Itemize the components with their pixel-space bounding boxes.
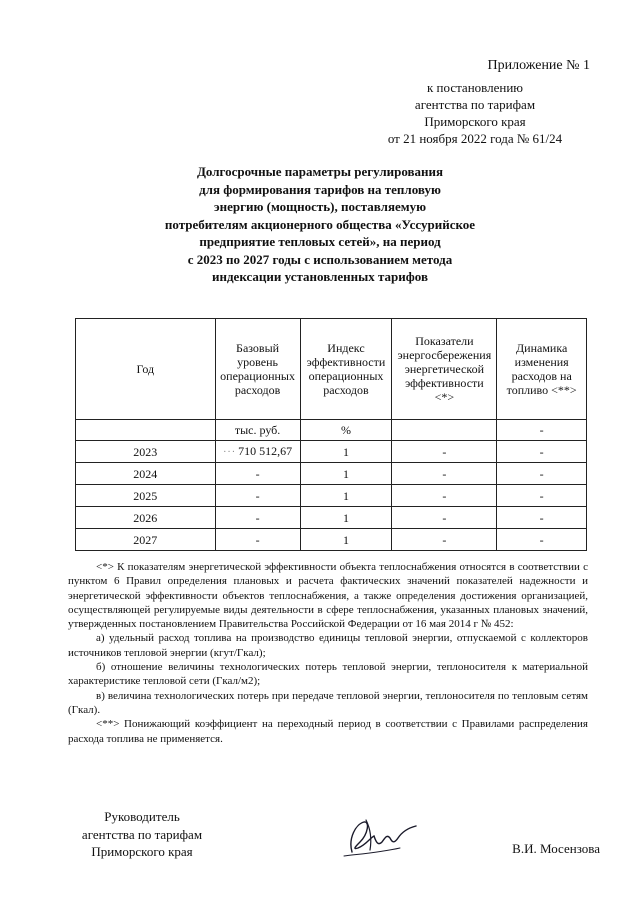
title-line: потребителям акционерного общества «Уссурийское bbox=[164, 216, 476, 232]
appendix-line: агентства по тарифам bbox=[414, 97, 536, 112]
cell-efficiency: - bbox=[392, 529, 497, 551]
cell-base: - bbox=[215, 463, 300, 485]
title-line: предприятие тепловых сетей», на период bbox=[199, 234, 441, 249]
header-base: Базовый уровень операционных расходов bbox=[215, 319, 300, 420]
table-row bbox=[76, 529, 587, 551]
header-fuel: Динамика изменения расходов на топливо <**> bbox=[497, 319, 587, 420]
cell-index: 1 bbox=[300, 463, 392, 485]
table-row bbox=[76, 485, 587, 507]
table-row bbox=[76, 507, 587, 529]
signatory-position bbox=[62, 808, 222, 861]
cell-efficiency: - bbox=[392, 485, 497, 507]
cell-efficiency: - bbox=[392, 463, 497, 485]
cell-efficiency: - bbox=[392, 441, 497, 463]
cell-index: 1 bbox=[300, 529, 392, 551]
table-row bbox=[76, 441, 587, 463]
table-row bbox=[76, 463, 587, 485]
footnote-item-c: в) величина технологических потерь при передаче тепловой энергии, теплоносителя по тепловым сетям (Гкал). bbox=[68, 689, 588, 716]
appendix-line: к постановлению bbox=[426, 80, 524, 95]
footnote-item-b: б) отношение величины технологических потерь тепловой энергии, теплоносителя к материальной характеристике тепловой сети (Гкал/м2); bbox=[68, 661, 588, 688]
appendix-line: Приморского края bbox=[424, 114, 526, 129]
document-title bbox=[120, 163, 520, 286]
cell-fuel: - bbox=[497, 441, 587, 463]
signatory-name: В.И. Мосензова bbox=[512, 841, 600, 856]
units-fuel: - bbox=[497, 420, 587, 441]
parameters-table bbox=[75, 318, 587, 551]
title-line: индексации установленных тарифов bbox=[212, 269, 428, 284]
header-year: Год bbox=[76, 319, 216, 420]
title-line: Долгосрочные параметры регулирования bbox=[196, 164, 444, 179]
footnote-item-a: а) удельный расход топлива на производство единицы тепловой энергии, отпускаемой с коллекторов источников тепловой энергии (кгут/Гкал); bbox=[68, 632, 588, 659]
cell-index: 1 bbox=[300, 507, 392, 529]
units-efficiency bbox=[392, 420, 497, 441]
cell-year: 2025 bbox=[76, 485, 216, 507]
cell-fuel: - bbox=[497, 529, 587, 551]
cell-index: 1 bbox=[300, 441, 392, 463]
footnotes bbox=[68, 560, 588, 746]
cell-year: 2026 bbox=[76, 507, 216, 529]
cell-year: 2024 bbox=[76, 463, 216, 485]
handwritten-signature bbox=[330, 808, 430, 868]
units-base: тыс. руб. bbox=[215, 420, 300, 441]
position-line: Приморского края bbox=[91, 844, 193, 859]
title-line: с 2023 по 2027 годы с использованием метода bbox=[187, 251, 453, 267]
cell-base: - bbox=[215, 485, 300, 507]
units-year bbox=[76, 420, 216, 441]
leader-dots: ··· bbox=[223, 446, 237, 458]
cell-year: 2027 bbox=[76, 529, 216, 551]
cell-year: 2023 bbox=[76, 441, 216, 463]
cell-base: - bbox=[215, 507, 300, 529]
position-line: Руководитель bbox=[104, 809, 180, 824]
footnote-fuel: <**> Понижающий коэффициент на переходный период в соответствии с Правилами распределения расхода топлива не применяется. bbox=[68, 718, 588, 745]
units-index: % bbox=[300, 420, 392, 441]
title-line: для формирования тарифов на тепловую bbox=[199, 181, 441, 197]
units-row bbox=[76, 420, 587, 441]
cell-fuel: - bbox=[497, 507, 587, 529]
table-header-row bbox=[76, 319, 587, 420]
cell-base-value: 710 512,67 bbox=[238, 443, 293, 458]
cell-base bbox=[215, 441, 300, 463]
cell-index: 1 bbox=[300, 485, 392, 507]
cell-fuel: - bbox=[497, 485, 587, 507]
appendix-title: Приложение № 1 bbox=[487, 58, 590, 73]
cell-base: - bbox=[215, 529, 300, 551]
cell-fuel: - bbox=[497, 463, 587, 485]
appendix-line: от 21 ноября 2022 года № 61/24 bbox=[387, 131, 563, 146]
position-line: агентства по тарифам bbox=[81, 826, 203, 842]
header-efficiency: Показатели энергосбережения энергетической эффективности <*> bbox=[392, 319, 497, 420]
cell-efficiency: - bbox=[392, 507, 497, 529]
footnote-efficiency: <*> К показателям энергетической эффективности объекта теплоснабжения относятся в соответствии с пунктом 6 Правил определения плановых и расчета фактических значений показателей надежности и энергетической эффективности объектов теплоснабжения, а также определения достижения организацией, осуществляющей регулируемые виды деятельности в сфере теплоснабжения, указанных плановых значений, утвержденных постановлением Правительства Российской Федерации от 16 мая 2014 г № 452: bbox=[68, 561, 588, 631]
title-line: энергию (мощность), поставляемую bbox=[213, 199, 427, 214]
header-index: Индекс эффективности операционных расходов bbox=[300, 319, 392, 420]
